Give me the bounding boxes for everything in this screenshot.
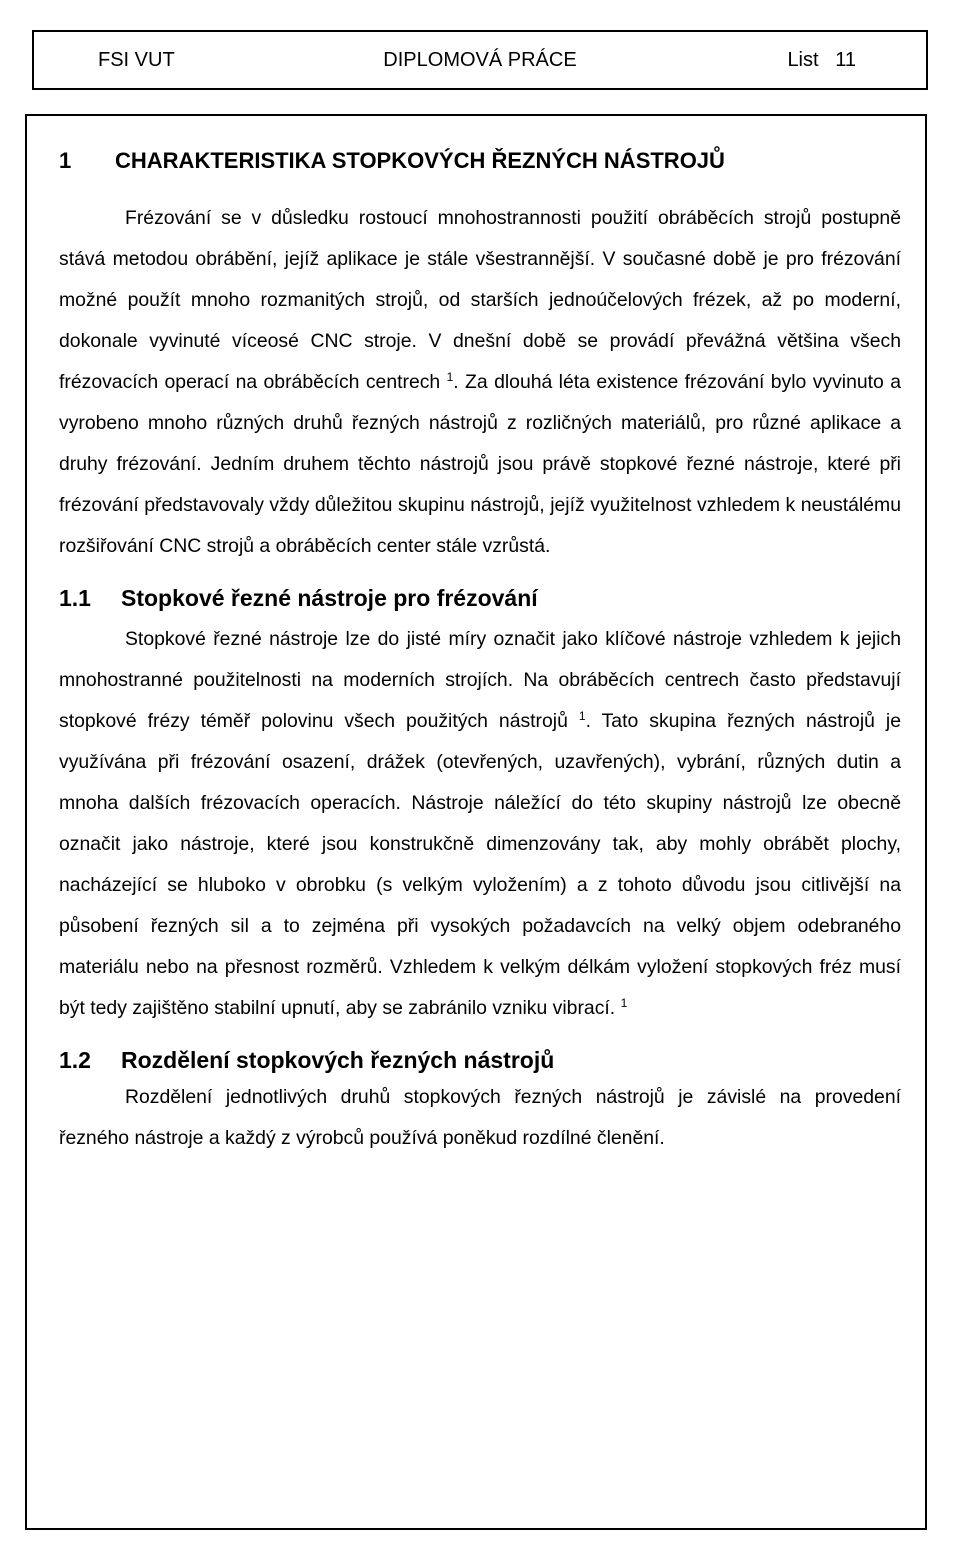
paragraph <box>59 198 901 567</box>
section-heading <box>59 144 901 178</box>
subsection-heading <box>59 581 901 615</box>
subsection-title: Stopkové řezné nástroje pro frézování <box>121 585 538 611</box>
page-header <box>32 30 928 90</box>
paragraph-text: . Tato skupina řezných nástrojů je využívána při frézování osazení, drážek (otevřených, uzavřených), vybrání, různých dutin a mnoha dalších frézovacích operacích. Nástroje náležící do této skupiny nástrojů lze obecně označit jako nástroje, které jsou konstrukčně dimenzovány tak, aby mohly obrábět plochy, nacházející se hluboko v obrobku (s velkým vyložením) a z tohoto důvodu jsou citlivější na působení řezných sil a to zejména při vysokých požadavcích na velký objem odebraného materiálu nebo na přesnost rozměrů. Vzhledem k velkým délkám vyložení stopkových fréz musí být tedy zajištěno stabilní upnutí, aby se zabránilo vzniku vibrací. <box>59 710 902 1019</box>
section-title: CHARAKTERISTIKA STOPKOVÝCH ŘEZNÝCH NÁSTROJŮ <box>115 148 725 173</box>
subsection-number: 1.1 <box>59 585 91 611</box>
header-institution: FSI VUT <box>98 48 175 71</box>
paragraph-text: . Za dlouhá léta existence frézování bylo vyvinuto a vyrobeno mnoho různých druhů řezných nástrojů z rozličných materiálů, pro různé aplikace a druhy frézování. Jedním druhem těchto nástrojů jsou právě stopkové řezné nástroje, které při frézování představovaly vždy důležitou skupinu nástrojů, jejíž využitelnost vzhledem k neustálému rozšiřování CNC strojů a obráběcích center stále vzrůstá. <box>59 371 901 557</box>
page-body <box>25 114 927 1530</box>
subsection-heading <box>59 1043 901 1077</box>
header-page-number: List 11 <box>787 48 856 71</box>
header-document-type: DIPLOMOVÁ PRÁCE <box>383 48 577 71</box>
paragraph <box>59 619 901 1029</box>
content <box>59 144 901 1159</box>
reference-mark: 1 <box>446 370 454 384</box>
reference-mark: 1 <box>578 709 586 723</box>
paragraph: Rozdělení jednotlivých druhů stopkových řezných nástrojů je závislé na provedení řezného nástroje a každý z výrobců používá poněkud rozdílné členění. <box>59 1086 901 1149</box>
paragraph-text: Frézování se v důsledku rostoucí mnohostrannosti použití obráběcích strojů postupně stává metodou obrábění, jejíž aplikace je stále všestrannější. V současné době je pro frézování možné použít mnoho rozmanitých strojů, od starších jednoúčelových frézek, až po moderní, dokonale vyvinuté víceosé CNC stroje. V dnešní době se provádí převážná většina všech frézovacích operací na obráběcích centrech <box>59 207 901 393</box>
subsection-title: Rozdělení stopkových řezných nástrojů <box>121 1047 555 1073</box>
subsection-number: 1.2 <box>59 1047 91 1073</box>
reference-mark: 1 <box>620 996 628 1010</box>
section-number: 1 <box>59 148 72 173</box>
paragraph-text: Stopkové řezné nástroje lze do jisté míry označit jako klíčové nástroje vzhledem k jejich mnohostranné použitelnosti na moderních strojích. Na obráběcích centrech často představují stopkové frézy téměř polovinu všech použitých nástrojů <box>59 628 901 732</box>
